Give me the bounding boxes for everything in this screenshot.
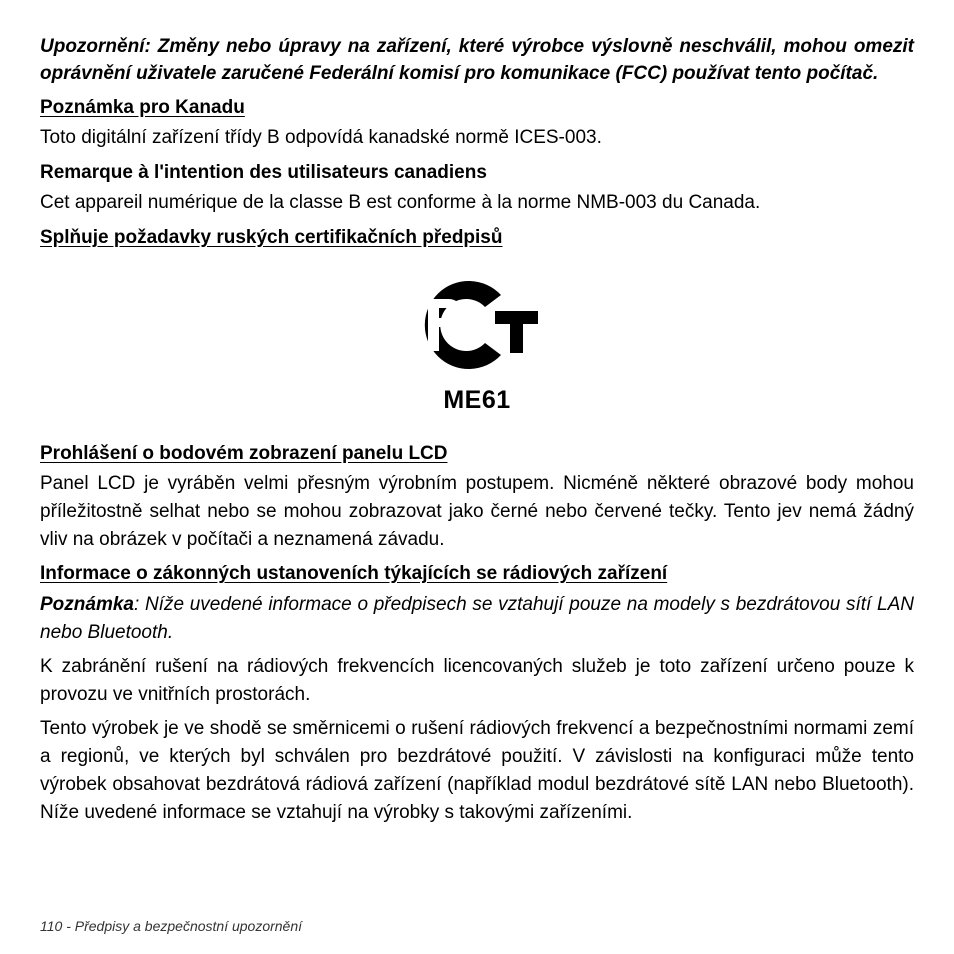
radio-note-label: Poznámka	[40, 594, 134, 615]
canada-fr-text: Cet appareil numérique de la classe B est conforme à la norme NMB-003 du Canada.	[40, 192, 761, 213]
russia-heading: Splňuje požadavky ruských certifikačních předpisů	[40, 227, 503, 248]
radio-para-2: Tento výrobek je ve shodě se směrnicemi o rušení rádiových frekvencí a bezpečnostními normami zemí a regionů, ve kterých byl schválen pro bezdrátové použití. V závislosti na konfiguraci může tento výrobek obsahovat bezdrátová rádiová zařízení (například modul bezdrátové sítě LAN nebo Bluetooth). Níže uvedené informace se vztahují na výrobky s takovými zařízeními.	[40, 718, 914, 823]
page-footer: 110 - Předpisy a bezpečnostní upozornění	[40, 918, 303, 934]
radio-note-text: : Níže uvedené informace o předpisech se vztahují pouze na modely s bezdrátovou sítí LAN nebo Bluetooth.	[40, 594, 914, 643]
document-page	[40, 33, 914, 827]
russian-certification-logo	[40, 277, 914, 415]
radio-para-1: K zabránění rušení na rádiových frekvencích licencovaných služeb je toto zařízení určeno pouze k provozu ve vnitřních prostorách.	[40, 656, 914, 705]
lcd-text: Panel LCD je vyráběn velmi přesným výrobním postupem. Nicméně některé obrazové body mohou příležitostně selhat nebo se mohou zobrazovat jako černé nebo červené tečky. Tento jev nemá žádný vliv na obrázek v počítači a neznamená závadu.	[40, 473, 914, 550]
canada-heading: Poznámka pro Kanadu	[40, 97, 245, 118]
certification-code: ME61	[443, 386, 511, 414]
radio-note	[40, 591, 914, 647]
canada-text: Toto digitální zařízení třídy B odpovídá kanadské normě ICES-003.	[40, 127, 602, 148]
gost-r-pct-icon	[415, 277, 539, 373]
radio-heading: Informace o zákonných ustanoveních týkajících se rádiových zařízení	[40, 563, 668, 584]
fcc-warning: Upozornění: Změny nebo úpravy na zařízení, které výrobce výslovně neschválil, mohou omezit oprávnění uživatele zaručené Federální komisí pro komunikace (FCC) používat tento počítač.	[40, 36, 914, 84]
lcd-heading: Prohlášení o bodovém zobrazení panelu LCD	[40, 443, 448, 464]
canada-fr-heading: Remarque à l'intention des utilisateurs canadiens	[40, 162, 487, 183]
